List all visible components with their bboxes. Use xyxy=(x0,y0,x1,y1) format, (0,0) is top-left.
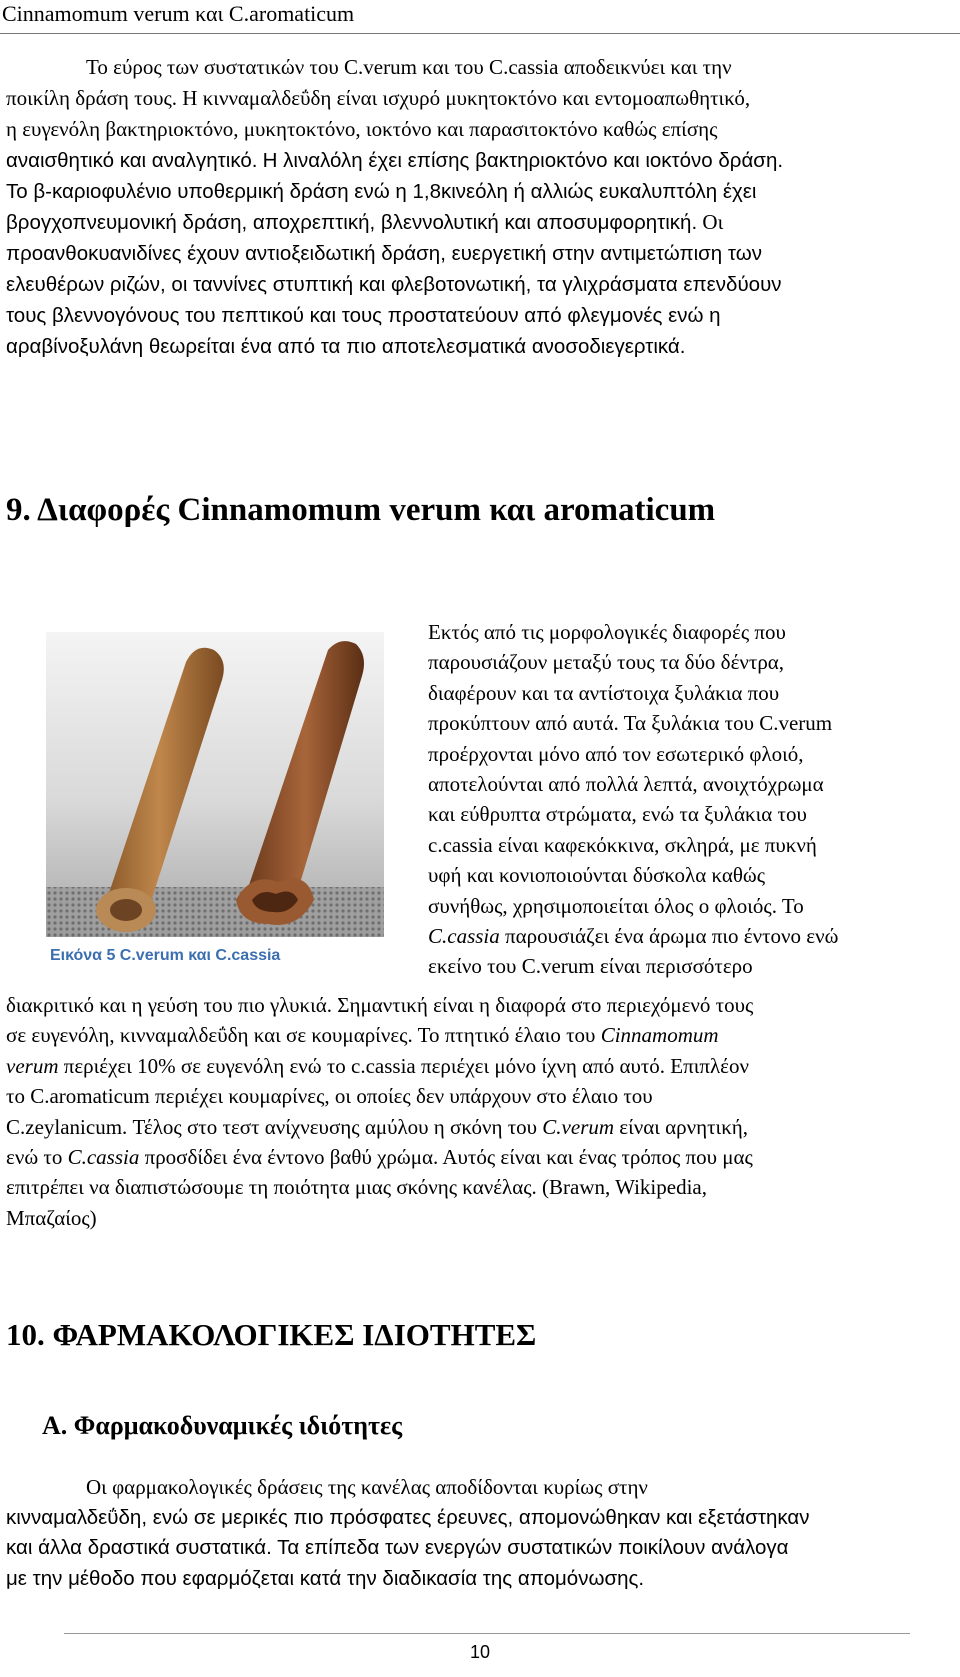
side-line-5: προέρχονται μόνο από τον εσωτερικό φλοιό, xyxy=(428,741,804,766)
sub-a-line-4: με την μέθοδο που εφαρμόζεται κατά την διαδικασία της απομόνωσης. xyxy=(6,1566,645,1590)
intro-line-5: Το β-καριοφυλένιο υποθερμική δράση ενώ η 1,8κινεόλη ή αλλιώς ευκαλυπτόλη έχει xyxy=(6,180,757,203)
intro-line-4-start: αναισθητικό και αναλγητικό. xyxy=(6,149,258,172)
section-10-heading: 10. ΦΑΡΜΑΚΟΛΟΓΙΚΕΣ ΙΔΙΟΤΗΤΕΣ xyxy=(6,1317,537,1352)
side-line-11 xyxy=(428,921,948,951)
side-line-11-italic: C.cassia xyxy=(428,924,500,949)
intro-line-8: ελευθέρων ριζών, οι ταννίνες στυπτική και φλεβοτονωτική, τα γλιχράσματα επενδύουν xyxy=(6,273,782,296)
intro-line-4-tail: Η λιναλόλη έχει επίσης βακτηριοκτόνο και ιοκτόνο δράση. xyxy=(262,149,784,172)
body-line-5-italic: C.verum xyxy=(542,1114,615,1139)
cinnamon-sticks-photo xyxy=(46,632,384,937)
body-line-6-a: ενώ το xyxy=(6,1145,68,1170)
page-header xyxy=(0,0,960,34)
side-line-4: προκύπτουν από αυτά. Τα ξυλάκια του C.verum xyxy=(428,711,833,736)
side-line-9: υφή και κονιοποιούνται δύσκολα καθώς xyxy=(428,863,766,888)
sub-a-line-3: και άλλα δραστικά συστατικά. Τα επίπεδα των ενεργών συστατικών ποικίλουν ανάλογα xyxy=(6,1536,789,1559)
sub-a-line-1: Οι φαρμακολογικές δράσεις της κανέλας αποδίδονται κυρίως στην xyxy=(86,1475,648,1499)
section-9-heading: 9. Διαφορές Cinnamomum verum και aromaticum xyxy=(6,492,716,528)
side-line-11-rest: παρουσιάζει ένα άρωμα πιο έντονο ενώ xyxy=(499,924,839,949)
body-line-4: το C.aromaticum περιέχει κουμαρίνες, οι οποίες δεν υπάρχουν στο έλαιο του xyxy=(6,1084,653,1109)
body-line-5 xyxy=(6,1112,956,1142)
body-line-8: Μπαζαίος) xyxy=(6,1205,97,1230)
body-line-6-italic: C.cassia xyxy=(67,1145,140,1170)
side-line-12: εκείνο του C.verum είναι περισσότερο xyxy=(428,954,753,979)
intro-line-6-word: Οι xyxy=(702,210,724,234)
body-line-2-italic: Cinnamomum xyxy=(600,1023,719,1048)
subsection-a-paragraph xyxy=(6,1472,954,1594)
running-header-title: Cinnamomum verum και C.aromaticum xyxy=(2,1,355,26)
intro-line-2: ποικίλη δράση τους. Η κινναμαλδεΰδη είναι ισχυρό μυκητοκτόνο και εντομοαπωθητικό, xyxy=(6,86,751,110)
side-line-3: διαφέρουν και τα αντίστοιχα ξυλάκια που xyxy=(428,680,780,705)
body-line-5-a: C.zeylanicum. Τέλος στο τεστ ανίχνευσης αμύλου η σκόνη του xyxy=(6,1114,543,1139)
body-line-2 xyxy=(6,1020,956,1050)
subsection-a-heading: Α. Φαρμακοδυναμικές ιδιότητες xyxy=(42,1411,403,1440)
body-line-1: διακριτικό και η γεύση του πιο γλυκιά. Σημαντική είναι η διαφορά στο περιεχόμενό τους xyxy=(6,993,754,1017)
intro-line-1: Το εύρος των συστατικών του C.verum και του C.cassia αποδεικνύει και την xyxy=(86,55,732,79)
body-line-3-italic: verum xyxy=(6,1053,59,1078)
side-line-6: αποτελούνται από πολλά λεπτά, ανοιχτόχρωμα xyxy=(428,772,824,797)
section-9-side-text xyxy=(428,617,948,982)
intro-line-6 xyxy=(6,207,954,238)
body-line-2-text: σε ευγενόλη, κινναμαλδεΰδη και σε κουμαρίνες. Το πτητικό έλαιο του xyxy=(6,1023,601,1048)
section-9-body-text xyxy=(6,990,956,1233)
side-line-7: και εύθρυπτα στρώματα, ενώ τα ξυλάκια του xyxy=(428,802,807,827)
body-line-6 xyxy=(6,1142,956,1172)
body-line-7: επιτρέπει να διαπιστώσουμε τη ποιότητα μιας σκόνης κανέλας. (Brawn, Wikipedia, xyxy=(6,1175,707,1200)
footer-rule xyxy=(64,1633,910,1634)
figure-caption: Εικόνα 5 C.verum και C.cassia xyxy=(50,947,281,964)
side-line-1: Εκτός από τις μορφολογικές διαφορές που xyxy=(428,620,786,644)
side-line-8: c.cassia είναι καφεκόκκινα, σκληρά, με πυκνή xyxy=(428,832,817,857)
intro-line-6-text: βρογχοπνευμονική δράση, αποχρεπτική, βλεννολυτική και αποσυμφορητική. xyxy=(6,211,698,234)
intro-line-4 xyxy=(6,145,954,176)
side-line-2: παρουσιάζουν μεταξύ τους τα δύο δέντρα, xyxy=(428,650,785,675)
body-line-6-b: προσδίδει ένα έντονο βαθύ χρώμα. Αυτός είναι και ένας τρόπος που μας xyxy=(139,1145,753,1170)
intro-line-7: προανθοκυανιδίνες έχουν αντιοξειδωτική δράση, ευεργετική στην αντιμετώπιση των xyxy=(6,242,762,265)
sub-a-line-2: κινναμαλδεΰδη, ενώ σε μερικές πιο πρόσφατες έρευνες, απομονώθηκαν και εξετάστηκαν xyxy=(6,1505,810,1529)
side-line-10: συνήθως, χρησιμοποιείται όλος ο φλοιός. Το xyxy=(428,893,804,918)
intro-line-10: αραβίνοξυλάνη θεωρείται ένα από τα πιο αποτελεσματικά ανοσοδιεγερτικά. xyxy=(6,335,686,358)
body-line-5-b: είναι αρνητική, xyxy=(614,1114,749,1139)
page-number: 10 xyxy=(469,1642,491,1662)
intro-line-9: τους βλεννογόνους του πεπτικού και τους προστατεύουν από φλεγμονές ενώ η xyxy=(6,304,721,327)
body-line-3 xyxy=(6,1051,956,1081)
intro-paragraph xyxy=(6,52,954,362)
body-line-3-text: περιέχει 10% σε ευγενόλη ενώ το c.cassia περιέχει μόνο ίχνη από αυτό. Επιπλέον xyxy=(58,1053,749,1078)
intro-line-3: η ευγενόλη βακτηριοκτόνο, μυκητοκτόνο, ιοκτόνο και παρασιτοκτόνο καθώς επίσης xyxy=(6,117,718,141)
